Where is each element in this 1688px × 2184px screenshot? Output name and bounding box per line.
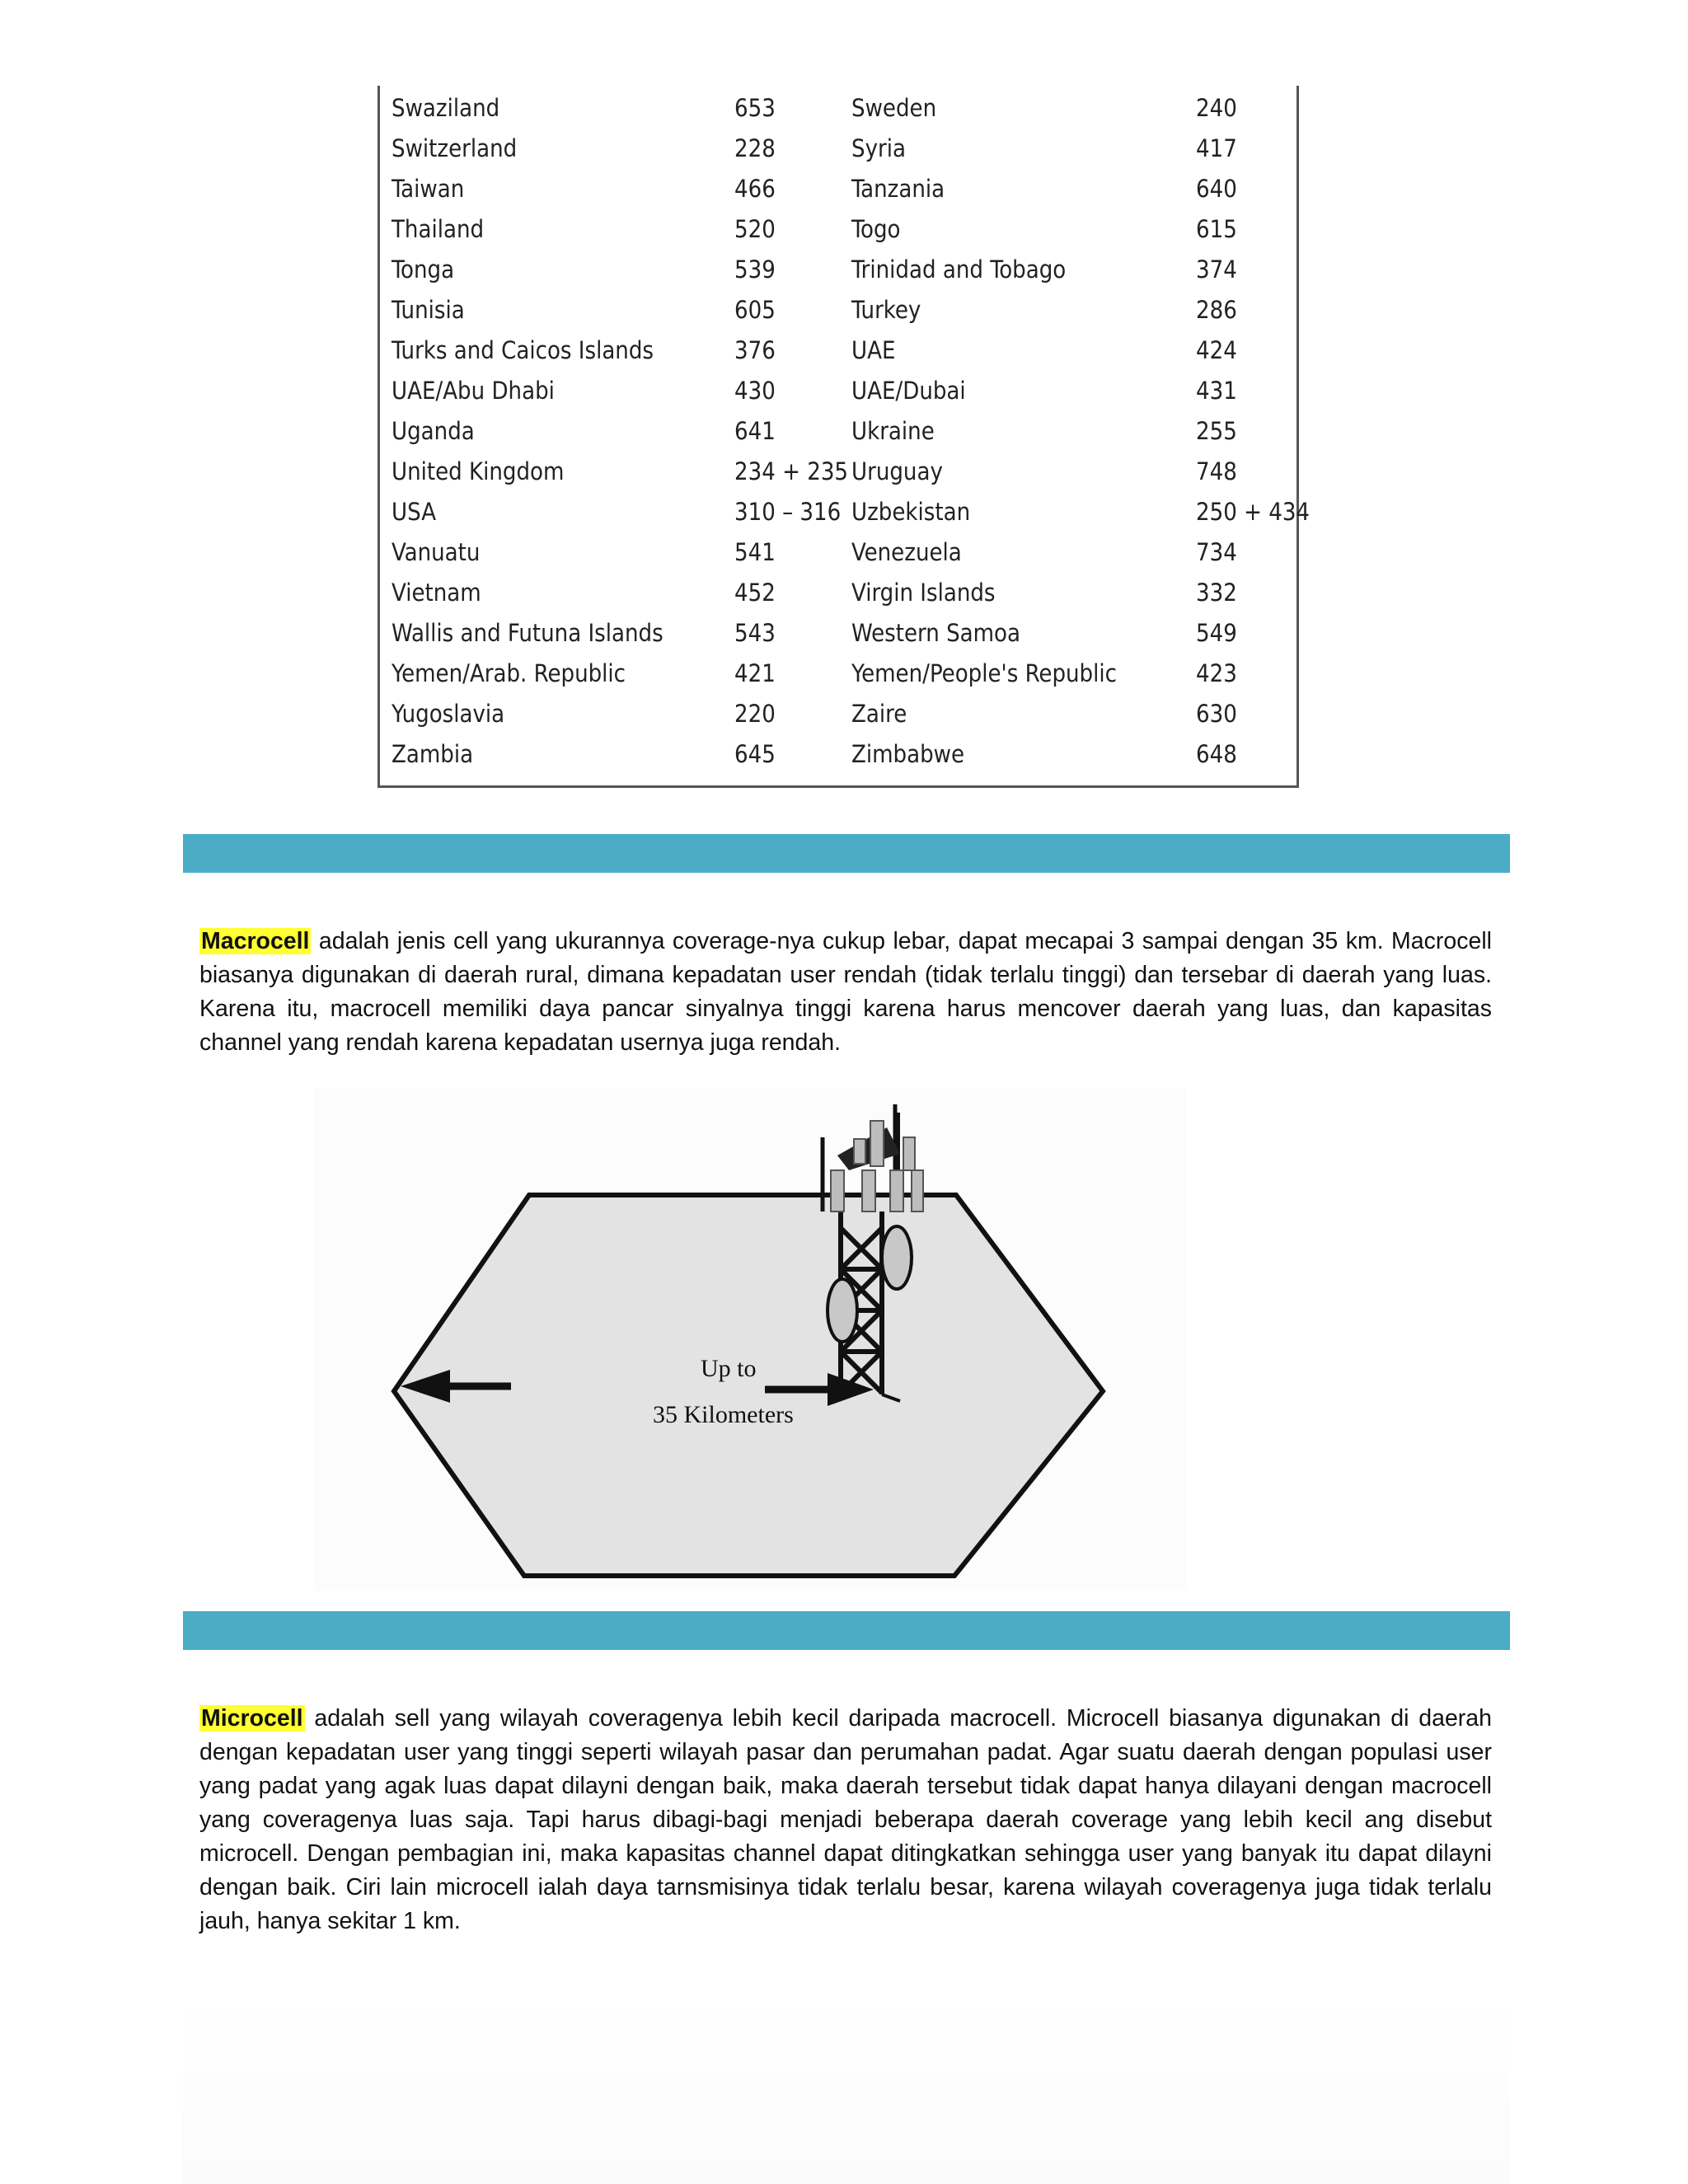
country-name: Zaire <box>851 700 907 728</box>
country-code: 648 <box>1196 740 1237 768</box>
country-name: Togo <box>851 215 901 243</box>
country-code: 240 <box>1196 94 1237 122</box>
country-code: 423 <box>1196 659 1237 687</box>
country-code: 748 <box>1196 457 1237 485</box>
country-name: Zimbabwe <box>851 740 965 768</box>
microcell-text: adalah sell yang wilayah coveragenya lebih kecil daripada macrocell. Microcell biasanya digunakan di daerah dengan kepadatan user yang tinggi seperti wilayah pasar dan perumahan padat. Agar suatu daerah dengan populasi user yang padat yang agak luas dapat dilayni dengan baik, maka daerah tersebut tidak dapat hanya dilayani dengan macrocell yang coveragenya luas saja. Tapi harus dibagi-bagi menjadi beberapa daerah coverage yang lebih kecil ang disebut microcell. Dengan pembagian ini, maka kapasitas channel dapat ditingkatkan sehingga user yang banyak itu dapat dilayni dengan baik. Ciri lain microcell ialah daya tarnsmisinya tidak terlalu besar, karena wilayah coveragenya juga tidak terlalu jauh, hanya sekitar 1 km. <box>199 1705 1492 1934</box>
country-name: Syria <box>851 134 906 162</box>
table-row <box>380 134 1296 175</box>
country-code: 228 <box>734 134 776 162</box>
country-name: Zambia <box>392 740 474 768</box>
country-code: 630 <box>1196 700 1237 728</box>
country-code: 640 <box>1196 175 1237 203</box>
country-name: Tunisia <box>392 296 465 324</box>
microcell-paragraph <box>199 1702 1492 1938</box>
country-name: Turkey <box>851 296 921 324</box>
table-row <box>380 740 1296 780</box>
country-code: 417 <box>1196 134 1237 162</box>
country-code: 332 <box>1196 579 1237 607</box>
table-row <box>380 498 1311 538</box>
country-code: 220 <box>734 700 776 728</box>
country-name: Yemen/Arab. Republic <box>392 659 626 687</box>
country-name: Trinidad and Tobago <box>851 255 1067 284</box>
country-code: 376 <box>734 336 776 364</box>
table-row <box>380 538 1296 579</box>
country-code: 431 <box>1196 377 1237 405</box>
country-code: 234 + 235 <box>734 457 849 485</box>
country-name: Yemen/People's Republic <box>851 659 1117 687</box>
country-code: 374 <box>1196 255 1237 284</box>
country-code: 466 <box>734 175 776 203</box>
country-name: Switzerland <box>392 134 518 162</box>
country-name: United Kingdom <box>392 457 565 485</box>
country-code: 520 <box>734 215 776 243</box>
country-name: Sweden <box>851 94 937 122</box>
table-row <box>380 659 1296 700</box>
country-code: 452 <box>734 579 776 607</box>
country-name: Vietnam <box>392 579 481 607</box>
section-bar-macrocell <box>183 834 1510 873</box>
country-code: 430 <box>734 377 776 405</box>
table-row <box>380 255 1296 296</box>
country-code: 645 <box>734 740 776 768</box>
country-code: 734 <box>1196 538 1237 566</box>
country-name: Thailand <box>392 215 485 243</box>
table-row <box>380 457 1296 498</box>
country-name: Wallis and Futuna Islands <box>392 619 663 647</box>
country-name: Tonga <box>392 255 455 284</box>
range-label-line2: 35 Kilometers <box>653 1401 794 1428</box>
macrocell-paragraph <box>199 925 1492 1060</box>
macrocell-figure <box>313 1088 1187 1591</box>
country-code: 250 + 434 <box>1196 498 1311 526</box>
table-row <box>380 296 1296 336</box>
country-code: 310 – 316 <box>734 498 842 526</box>
country-code: 543 <box>734 619 776 647</box>
country-name: Venezuela <box>851 538 962 566</box>
country-name: Uzbekistan <box>851 498 971 526</box>
country-code: 615 <box>1196 215 1237 243</box>
country-code-table <box>377 86 1311 788</box>
country-code: 421 <box>734 659 776 687</box>
country-code: 255 <box>1196 417 1237 445</box>
microcell-term: Microcell <box>201 1705 303 1732</box>
country-code: 653 <box>734 94 776 122</box>
table-row <box>380 336 1296 377</box>
section-bar-microcell <box>183 1611 1510 1650</box>
country-name: Vanuatu <box>392 538 481 566</box>
country-name: Turks and Caicos Islands <box>392 336 654 364</box>
page-bottom-area <box>183 1994 1510 2184</box>
table-row <box>380 175 1296 215</box>
country-name: Virgin Islands <box>851 579 996 607</box>
country-name: UAE/Dubai <box>851 377 966 405</box>
dish-antenna-right-icon <box>882 1226 912 1289</box>
range-label-line1: Up to <box>701 1355 757 1382</box>
country-code: 539 <box>734 255 776 284</box>
country-name: Tanzania <box>851 175 945 203</box>
country-name: USA <box>392 498 437 526</box>
table-row <box>380 700 1296 740</box>
country-name: UAE/Abu Dhabi <box>392 377 555 405</box>
country-code: 424 <box>1196 336 1237 364</box>
country-name: Swaziland <box>392 94 500 122</box>
macrocell-term: Macrocell <box>201 928 310 954</box>
country-name: Uganda <box>392 417 475 445</box>
country-code: 641 <box>734 417 776 445</box>
table-row <box>380 215 1296 255</box>
country-name: Ukraine <box>851 417 935 445</box>
country-code: 605 <box>734 296 776 324</box>
country-name: UAE <box>851 336 896 364</box>
dish-antenna-left-icon <box>828 1279 857 1342</box>
table-row <box>380 94 1296 134</box>
table-row <box>380 377 1296 417</box>
macrocell-diagram <box>313 1088 1187 1591</box>
table-row <box>380 619 1296 659</box>
country-name: Taiwan <box>392 175 465 203</box>
country-name: Western Samoa <box>851 619 1020 647</box>
table-row <box>380 579 1296 619</box>
country-code: 549 <box>1196 619 1237 647</box>
country-name: Uruguay <box>851 457 943 485</box>
table-row <box>380 417 1296 457</box>
country-code: 541 <box>734 538 776 566</box>
country-code: 286 <box>1196 296 1237 324</box>
macrocell-text: adalah jenis cell yang ukurannya coverage-nya cukup lebar, dapat mecapai 3 sampai dengan 35 km. Macrocell biasanya digunakan di daerah rural, dimana kepadatan user rendah (tidak terlalu tinggi) dan tersebar di daerah yang luas. Karena itu, macrocell memiliki daya pancar sinyalnya tinggi karena harus mencover daerah yang luas, dan kapasitas channel yang rendah karena kepadatan usernya juga rendah. <box>199 928 1492 1056</box>
country-name: Yugoslavia <box>392 700 505 728</box>
